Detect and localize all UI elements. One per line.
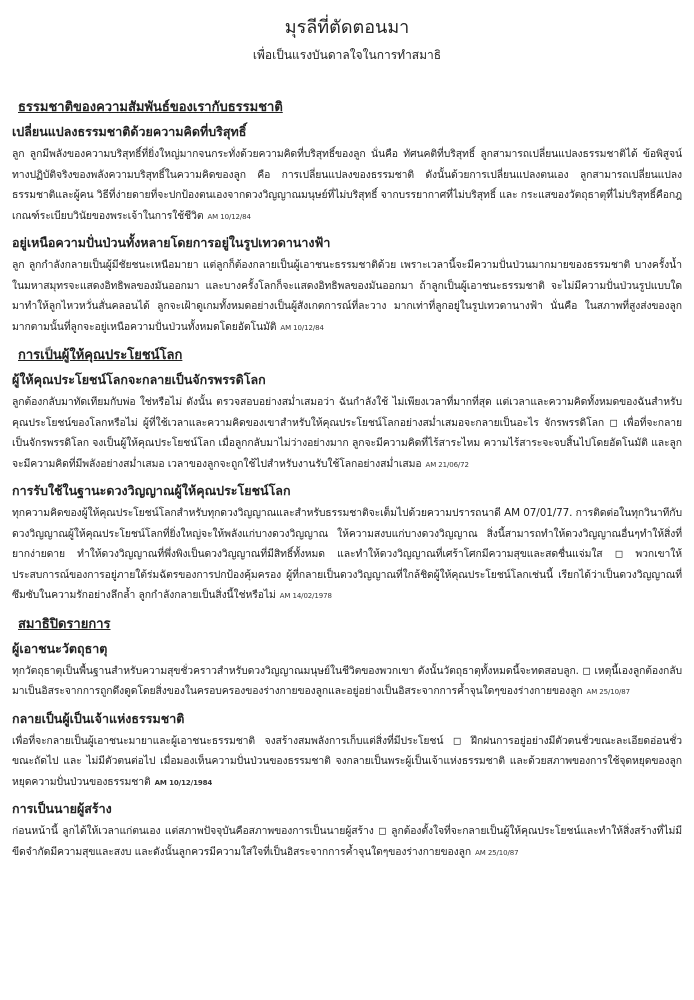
- page-title: มุรลีที่ตัดตอนมา: [284, 17, 410, 38]
- paragraph: [12, 661, 682, 703]
- reference-date: AM 14/02/1978: [279, 592, 332, 600]
- reference-date: AM 10/12/84: [207, 212, 251, 221]
- paragraph-text: ลูก ลูกกำลังกลายเป็นผู้มีชัยชนะเหนือมายา แต่ลูกก็ต้องกลายเป็นผู้เอาชนะธรรมชาติด้วย เพราะเวลานี้จะมีความปั่นป่วนมากมายของธรรมชาติ บางครั้งน้ำในมหาสมุทรจะแสดงอิทธิพลของมันออกมา และบางครั้งโลกก็จะแสดงอิทธิพลของมันออกมา ถ้าลูกเป็นผู้เอาชนะธรรมชาติ จะไม่มีความปั่นป่วนรูปแบบใดมาทำให้ลูกไหวหวั่นสั่นคลอนได้ ลูกจะเฝ้าดูเกมทั้งหมดอย่างเป็นผู้สังเกตการณ์ที่ละวาง มากเท่าที่ลูกอยู่ในรูปเทวดานางฟ้า นั่นคือ ในสภาพที่สูงส่งของลูก มากตามนั้นที่ลูกจะอยู่เหนือความปั่นป่วนทั้งหมดโดยอัตโนมัติ: [12, 259, 682, 333]
- reference-date: AM 10/12/1984: [154, 778, 213, 787]
- page-subtitle: เพื่อเป็นแรงบันดาลใจในการทำสมาธิ: [252, 48, 442, 62]
- sub-heading: กลายเป็นผู้เป็นเจ้าแห่งธรรมชาติ: [12, 710, 185, 726]
- section-title: ธรรมชาติของความสัมพันธ์ของเรากับธรรมชาติ: [18, 100, 283, 115]
- section-title: การเป็นผู้ให้คุณประโยชน์โลก: [18, 348, 183, 363]
- sub-heading: การรับใช้ในฐานะดวงวิญญาณผู้ให้คุณประโยชน์โลก: [12, 483, 291, 498]
- reference-date: AM 21/06/72: [425, 460, 469, 469]
- reference-date: AM 25/10/87: [475, 848, 519, 857]
- paragraph: [12, 144, 682, 227]
- sub-heading: อยู่เหนือความปั่นป่วนทั้งหลายโดยการอยู่ในรูปเทวดานางฟ้า: [12, 235, 331, 250]
- paragraph: [12, 503, 682, 607]
- paragraph-text: เพื่อที่จะกลายเป็นผู้เอาชนะมายาและผู้เอาชนะธรรมชาติ จงสร้างสมพลังการเก็บแต่สิ่งที่มีประโยชน์ ◻ ฝึกฝนการอยู่อย่างมีตัวตนชั่วขณะละเอียดอ่อนชั่วขณะถัดไป และ ไม่มีตัวตนต่อไป เมื่อมองเห็นความปั่นป่วนของธรรมชาติ จงกลายเป็นพระผู้เป็นเจ้าแห่งธรรมชาติ และด้วยสภาพของการใช้จุดหยุดของลูก หยุดความปั่นป่วนของธรรมชาติ: [12, 734, 682, 788]
- reference-date: AM 10/12/84: [280, 323, 324, 332]
- paragraph-text: ลูก ลูกมีพลังของความบริสุทธิ์ที่ยิ่งใหญ่มากจนกระทั่งด้วยความคิดที่บริสุทธิ์ของลูก นั่นคือ ทัศนคติที่บริสุทธิ์ ลูกสามารถเปลี่ยนแปลงธรรมชาติได้ ข้อพิสูจน์ทางปฏิบัติจริงของพลังความบริสุทธิ์ในความคิดของลูก คือ การเปลี่ยนแปลงของธรรมชาติ ดังนั้นด้วยการเปลี่ยนแปลงตนเอง ลูกสามารถเปลี่ยนแปลงธรรมชาติและผู้คน วิธีที่ง่ายดายที่จะปกป้องตนเองจากดวงวิญญาณมนุษย์ที่ไม่บริสุทธิ์ จากบรรยากาศที่ไม่บริสุทธิ์ และ กระแสของวัตถุธาตุที่ไม่บริสุทธิ์คือกฎเกณฑ์ระเบียบวินัยของพระเจ้าในการใช้ชีวิต: [12, 148, 682, 222]
- reference-date: AM 25/10/87: [586, 688, 630, 696]
- paragraph: [12, 731, 682, 794]
- sub-heading: ผู้เอาชนะวัตถุธาตุ: [12, 640, 108, 656]
- paragraph: [12, 392, 682, 475]
- paragraph-text: ทุกวัตถุธาตุเป็นพื้นฐานสำหรับความสุขชั่วคราวสำหรับดวงวิญญาณมนุษย์ในชีวิตของพวกเขา ดังนั้นวัตถุธาตุทั้งหมดนี้จะทดสอบลูก. ◻ เหตุนี้เองลูกต้องกลับมาเป็นอิสระจากการถูกดึงดูดโดยสิ่งของในครอบครองของร่างกายของลูกและอยู่อย่างเป็นอิสระจากการค้ำจุนใดๆของร่างกายของลูก: [12, 664, 682, 697]
- paragraph-text: ลูกต้องกลับมาทัดเทียมกับพ่อ ใช่หรือไม่ ดังนั้น ตรวจสอบอย่างสม่ำเสมอว่า ฉันกำลังใช้ ไม่เพียงเวลาที่มากที่สุด แต่เวลาและความคิดทั้งหมดของฉันสำหรับคุณประโยชน์ของโลกหรือไม่ ผู้ที่ใช้เวลาและความคิดของเขาสำหรับให้คุณประโยชน์โลกอย่างสม่ำเสมอจะกลายเป็นอะไร จักรพรรดิโลก ◻ เพื่อที่จะกลายเป็นจักรพรรดิโลก จงเป็นผู้ให้คุณประโยชน์โลก เมื่อลูกกลับมาไม่ว่างอย่างมาก ลูกจะมีความคิดที่ไร้สาระไหม ความไร้สาระจะจบสิ้นไปโดยอัตโนมัติ และลูกจะมีความคิดที่มีพลังอย่างสม่ำเสมอ เวลาของลูกจะถูกใช้ไปสำหรับงานรับใช้โลกอย่างสม่ำเสมอ: [12, 396, 682, 470]
- paragraph: [12, 821, 682, 863]
- paragraph-text: ทุกความคิดของผู้ให้คุณประโยชน์โลกสำหรับทุกดวงวิญญาณและสำหรับธรรมชาติจะเต็มไปด้วยความปรารถนาดี AM 07/01/77. การติดต่อในทุกวินาทีกับดวงวิญญาณผู้ให้คุณประโยชน์โลกที่ยิ่งใหญ่จะให้พลังแก่บางดวงวิญญาณ ให้ความสงบแก่บางดวงวิญญาณ สิ่งนี้สามารถทำให้ดวงวิญญาณอื่นๆทำให้สิ่งที่ยากง่ายดาย ทำให้ดวงวิญญาณที่พึ่งพิงเป็นดวงวิญญาณที่มีสิทธิ์ทั้งหมด และทำให้ดวงวิญญาณที่เศร้าโศกมีความสุขและสดชื่นแจ่มใส ◻ พวกเขาให้ประสบการณ์ของการอยู่ภายใต้ร่มฉัตรของการปกป้องคุ้มครอง ผู้ที่กลายเป็นดวงวิญญาณที่ใกล้ชิดผู้ให้คุณประโยชน์โลกเช่นนี้ เรียกได้ว่าเป็นดวงวิญญาณที่ซึมซับในความรักอย่างลึกล้ำ ลูกกำลังกลายเป็นสิ่งนี้ใช่หรือไม่: [12, 507, 682, 601]
- paragraph-text: ก่อนหน้านี้ ลูกได้ให้เวลาแก่ตนเอง แต่สภาพปัจจุบันคือสภาพของการเป็นนายผู้สร้าง ◻ ลูกต้องตั้งใจที่จะกลายเป็นผู้ให้คุณประโยชน์และทำให้สิ่งสร้างที่ไม่มีขีดจำกัดมีความสุขและสงบ และดังนั้นลูกควรมีความใส่ใจที่เป็นอิสระจากการค้ำจุนใดๆของร่างกายของลูก: [12, 825, 682, 858]
- sub-heading: การเป็นนายผู้สร้าง: [12, 801, 112, 816]
- sub-heading: ผู้ให้คุณประโยชน์โลกจะกลายเป็นจักรพรรดิโลก: [12, 372, 266, 387]
- paragraph: [12, 255, 682, 338]
- section-title: สมาธิปิดรายการ: [18, 616, 111, 632]
- sub-heading: เปลี่ยนแปลงธรรมชาติด้วยความคิดที่บริสุทธิ์: [12, 124, 247, 139]
